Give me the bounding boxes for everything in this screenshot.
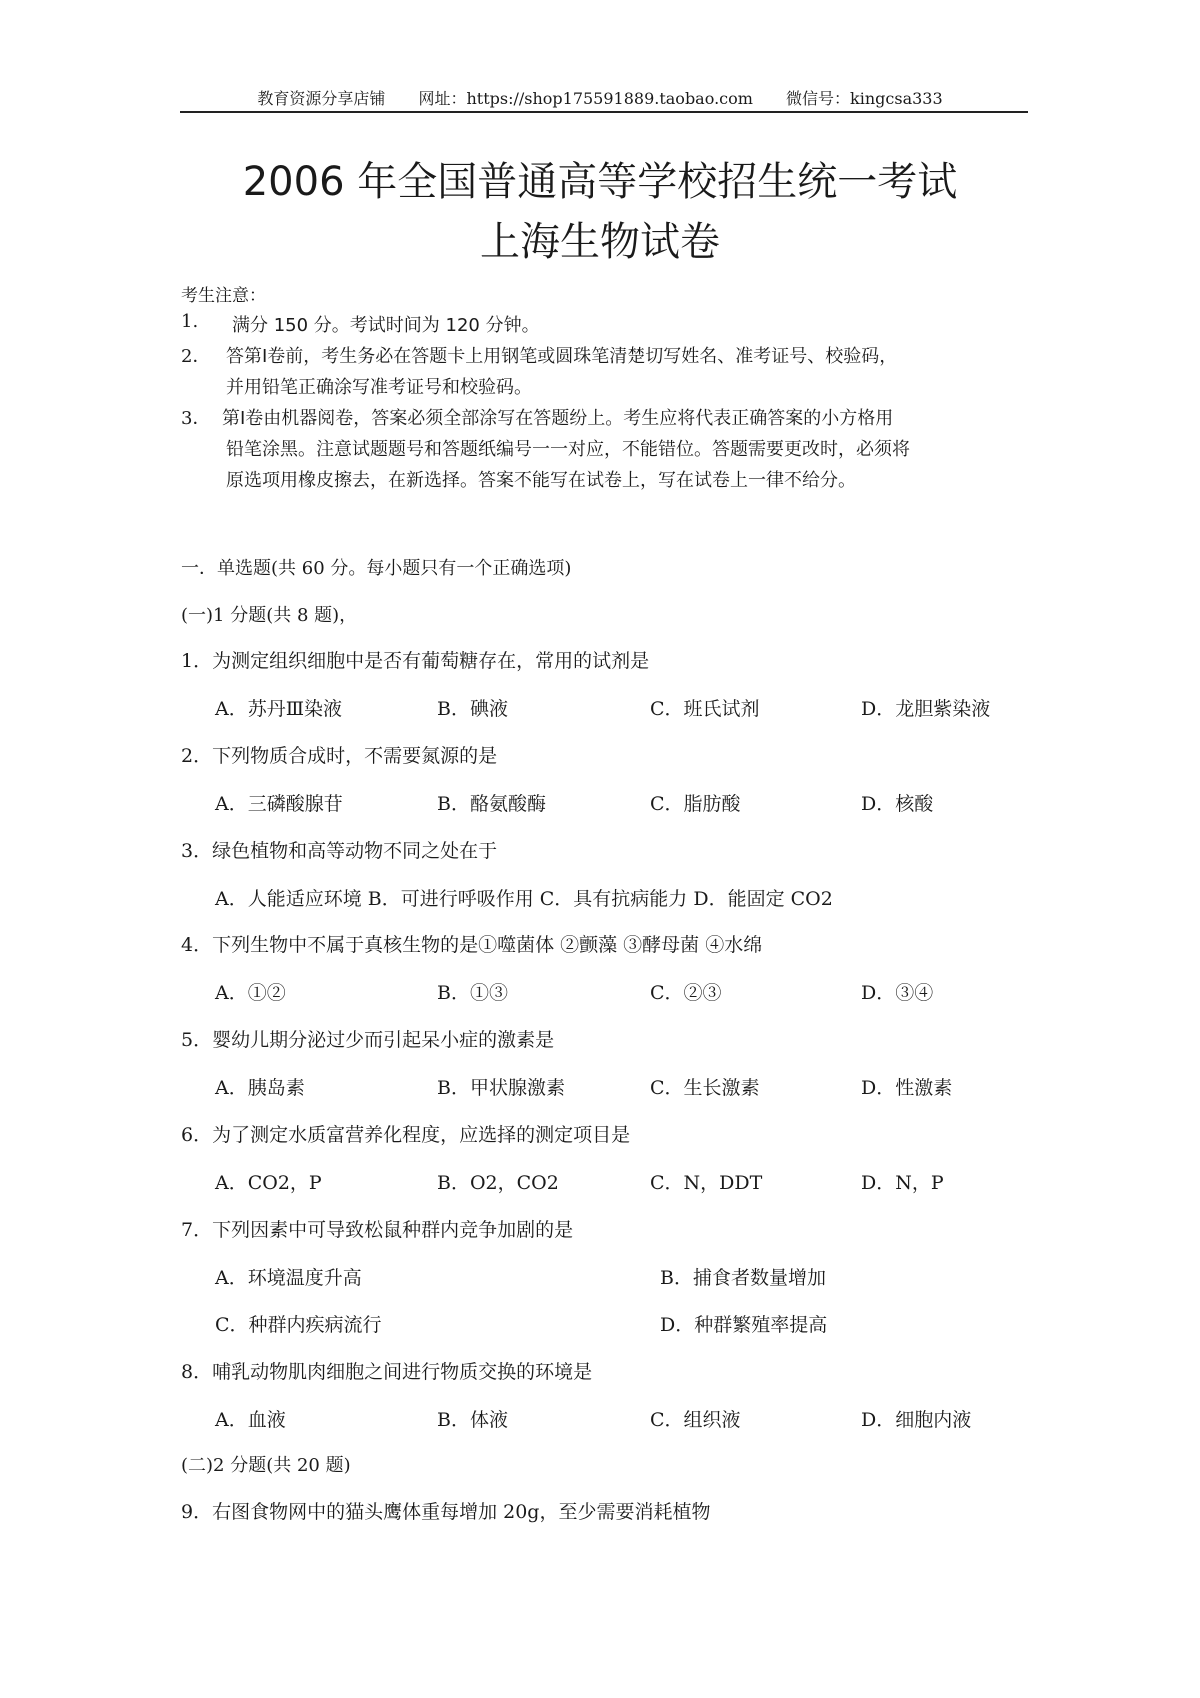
subsection-title: (一)1 分题(共 8 题)， (181, 605, 358, 626)
option-d: D．③④ (861, 982, 934, 1004)
option-a: A．CO2，P (215, 1172, 322, 1194)
option-d: D．细胞内液 (861, 1409, 972, 1431)
option-a: A．苏丹Ⅲ染液 (215, 698, 343, 720)
option-c: C．N，DDT (650, 1172, 763, 1194)
note-number: 3． (181, 408, 211, 429)
header-wechat: 微信号：kingcsa333 (786, 89, 943, 108)
option-c: C．生长激素 (650, 1077, 760, 1099)
question-stem: 4．下列生物中不属于真核生物的是①噬菌体 ②颤藻 ③酵母菌 ④水绵 (181, 934, 763, 956)
option-d: D．性激素 (861, 1077, 953, 1099)
notes-heading: 考生注意： (181, 286, 266, 306)
option-c: C．脂肪酸 (650, 793, 741, 815)
page-header (0, 86, 1200, 109)
option-b: B．捕食者数量增加 (660, 1267, 826, 1289)
option-line: A．人能适应环境 B．可进行呼吸作用 C．具有抗病能力 D．能固定 CO2 (215, 888, 833, 910)
option-b: B．碘液 (437, 698, 508, 720)
option-c: C．②③ (650, 982, 722, 1004)
question-stem: 1．为测定组织细胞中是否有葡萄糖存在，常用的试剂是 (181, 650, 650, 672)
question-stem: 7．下列因素中可导致松鼠种群内竞争加剧的是 (181, 1219, 574, 1241)
option-a: A．胰岛素 (215, 1077, 305, 1099)
question-stem: 2．下列物质合成时，不需要氮源的是 (181, 745, 498, 767)
option-d: D．N，P (861, 1172, 944, 1194)
note-line: 满分 150 分。考试时间为 120 分钟。 (232, 315, 540, 336)
note-line: 第Ⅰ卷由机器阅卷，答案必须全部涂写在答题纷上。考生应将代表正确答案的小方格用 (222, 408, 894, 429)
option-a: A．①② (215, 982, 286, 1004)
option-a: A．环境温度升高 (215, 1267, 362, 1289)
note-number: 2． (181, 346, 211, 367)
question-stem: 3．绿色植物和高等动物不同之处在于 (181, 840, 498, 862)
option-b: B．①③ (437, 982, 508, 1004)
note-line: 答第Ⅰ卷前，考生务必在答题卡上用钢笔或圆珠笔清楚切写姓名、准考证号、校验码， (226, 346, 898, 367)
option-b: B．酪氨酸酶 (437, 793, 546, 815)
header-divider (180, 111, 1028, 113)
subsection-title: (二)2 分题(共 20 题) (181, 1455, 351, 1476)
header-url: 网址：https://shop175591889.taobao.com (418, 89, 753, 108)
option-b: B．O2，CO2 (437, 1172, 559, 1194)
note-line: 原选项用橡皮擦去，在新选择。答案不能写在试卷上，写在试卷上一律不给分。 (226, 470, 856, 491)
question-stem: 8．哺乳动物肌肉细胞之间进行物质交换的环境是 (181, 1361, 593, 1383)
option-a: A．三磷酸腺苷 (215, 793, 343, 815)
note-line: 铅笔涂黑。注意试题题号和答题纸编号一一对应，不能错位。答题需要更改时，必须将 (226, 439, 910, 460)
option-a: A．血液 (215, 1409, 286, 1431)
section-title: 一．单选题(共 60 分。每小题只有一个正确选项) (181, 558, 572, 579)
header-shop: 教育资源分享店铺 (257, 89, 386, 108)
exam-subtitle: 上海生物试卷 (480, 219, 720, 265)
option-b: B．体液 (437, 1409, 508, 1431)
option-d: D．龙胆紫染液 (861, 698, 991, 720)
exam-title: 2006 年全国普通高等学校招生统一考试 (242, 159, 958, 205)
option-c: C．班氏试剂 (650, 698, 760, 720)
note-line: 并用铅笔正确涂写准考证号和校验码。 (226, 377, 532, 398)
option-d: D．核酸 (861, 793, 934, 815)
option-c: C．种群内疾病流行 (215, 1314, 382, 1336)
option-d: D．种群繁殖率提高 (660, 1314, 828, 1336)
option-c: C．组织液 (650, 1409, 741, 1431)
note-number: 1. (181, 311, 199, 332)
option-b: B．甲状腺激素 (437, 1077, 565, 1099)
question-stem: 5．婴幼儿期分泌过少而引起呆小症的激素是 (181, 1029, 555, 1051)
question-stem: 9．右图食物网中的猫头鹰体重每增加 20g，至少需要消耗植物 (181, 1501, 711, 1523)
question-stem: 6．为了测定水质富营养化程度，应选择的测定项目是 (181, 1124, 631, 1146)
